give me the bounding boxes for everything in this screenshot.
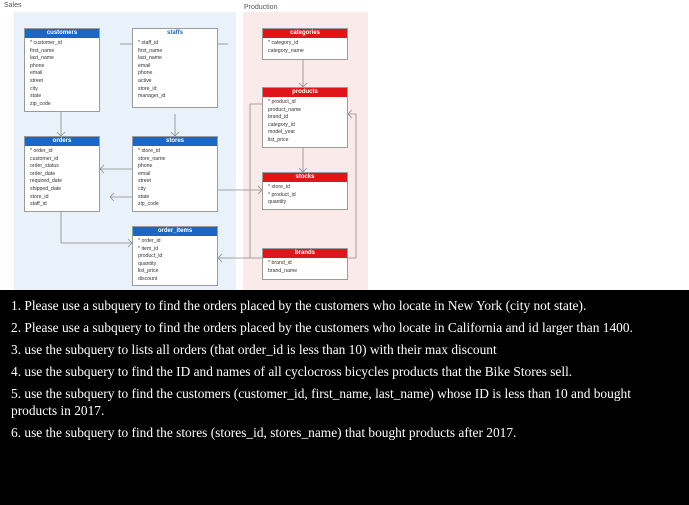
field: product_name [268, 106, 302, 113]
field: brand_name [268, 267, 298, 274]
field: * staff_id [138, 40, 159, 46]
entity-customers [24, 28, 100, 112]
entity-categories-fields [263, 38, 347, 55]
field: zip_code [30, 100, 51, 107]
field: * order_id [30, 148, 53, 154]
entity-orders-fields [25, 146, 99, 209]
question-1: 1. Please use a subquery to find the orders placed by the customers who locate in New York (city not state). [11, 298, 587, 313]
field: first_name [138, 47, 163, 54]
field: last_name [138, 55, 162, 62]
entity-stores [132, 136, 218, 212]
question-4: 4. use the subquery to find the ID and names of all cyclocross bicycles products that the Bike Stores sell. [11, 364, 573, 379]
question-5: 5. use the subquery to find the customers (customer_id, first_name, last_name) whose ID is less than 10 and bought products in 2017. [11, 386, 631, 418]
entity-orders-title: orders [25, 137, 99, 146]
entity-staffs [132, 28, 218, 108]
field: list_price [138, 268, 159, 275]
entity-products [262, 87, 348, 148]
entity-staffs-fields [133, 38, 217, 101]
question-3: 3. use the subquery to lists all orders (that order_id is less than 10) with their max discount [11, 342, 497, 357]
field: required_date [30, 178, 63, 185]
field: * item_id [138, 245, 159, 252]
field: email [30, 70, 43, 77]
field: street [138, 178, 151, 185]
entity-stores-fields [133, 146, 217, 209]
entity-products-title: products [263, 88, 347, 97]
field: store_id [30, 193, 49, 200]
field: category_name [268, 47, 304, 54]
entity-brands-fields [263, 258, 347, 275]
field: phone [138, 70, 153, 77]
entity-staffs-title: staffs [133, 29, 217, 38]
entity-stocks [262, 172, 348, 210]
entity-order-items-title: order_items [133, 227, 217, 236]
production-region-label: Production [244, 4, 278, 11]
field: email [138, 170, 151, 177]
field: phone [30, 62, 45, 69]
field: street [30, 77, 43, 84]
sales-region-label: Sales [4, 2, 22, 9]
field: product_id [138, 253, 163, 260]
field: brand_id [268, 114, 289, 121]
field: * customer_id [30, 40, 62, 46]
field: phone [138, 163, 153, 170]
field: state [138, 193, 150, 200]
entity-customers-title: customers [25, 29, 99, 38]
entity-brands [262, 248, 348, 280]
field: city [30, 85, 38, 92]
field: shipped_date [30, 185, 62, 192]
field: order_status [30, 163, 59, 170]
field: * category_id [268, 40, 299, 46]
field: * store_id [268, 184, 290, 190]
entity-stores-title: stores [133, 137, 217, 146]
field: discount [138, 275, 158, 282]
field: manager_id [138, 93, 166, 100]
entity-customers-fields [25, 38, 99, 108]
field: * product_id [268, 99, 296, 105]
entity-categories-title: categories [263, 29, 347, 38]
entity-stocks-fields [263, 182, 347, 207]
entity-order-items [132, 226, 218, 286]
field: last_name [30, 55, 54, 62]
entity-orders [24, 136, 100, 212]
entity-products-fields [263, 97, 347, 145]
field: zip_code [138, 201, 159, 208]
field: active [138, 77, 152, 84]
field: list_price [268, 136, 289, 143]
field: * store_id [138, 148, 160, 154]
field: customer_id [30, 155, 59, 162]
field: quantity [268, 199, 287, 206]
entity-stocks-title: stocks [263, 173, 347, 182]
field: * order_id [138, 238, 161, 244]
field: staff_id [30, 201, 47, 208]
field: email [138, 62, 151, 69]
question-list [11, 297, 679, 446]
field: first_name [30, 47, 55, 54]
question-2: 2. Please use a subquery to find the orders placed by the customers who locate in California and id larger than 1400. [11, 320, 633, 335]
field: state [30, 93, 42, 100]
field: quantity [138, 260, 157, 267]
field: * product_id [268, 191, 296, 198]
field: city [138, 185, 146, 192]
question-6: 6. use the subquery to find the stores (stores_id, stores_name) that bought products after 2017. [11, 425, 517, 440]
field: model_year [268, 129, 296, 136]
field: store_name [138, 155, 166, 162]
field: store_id [138, 85, 157, 92]
field: * brand_id [268, 260, 292, 266]
field: order_date [30, 170, 56, 177]
entity-brands-title: brands [263, 249, 347, 258]
field: category_id [268, 121, 295, 128]
entity-categories [262, 28, 348, 60]
entity-order-items-fields [133, 236, 217, 284]
